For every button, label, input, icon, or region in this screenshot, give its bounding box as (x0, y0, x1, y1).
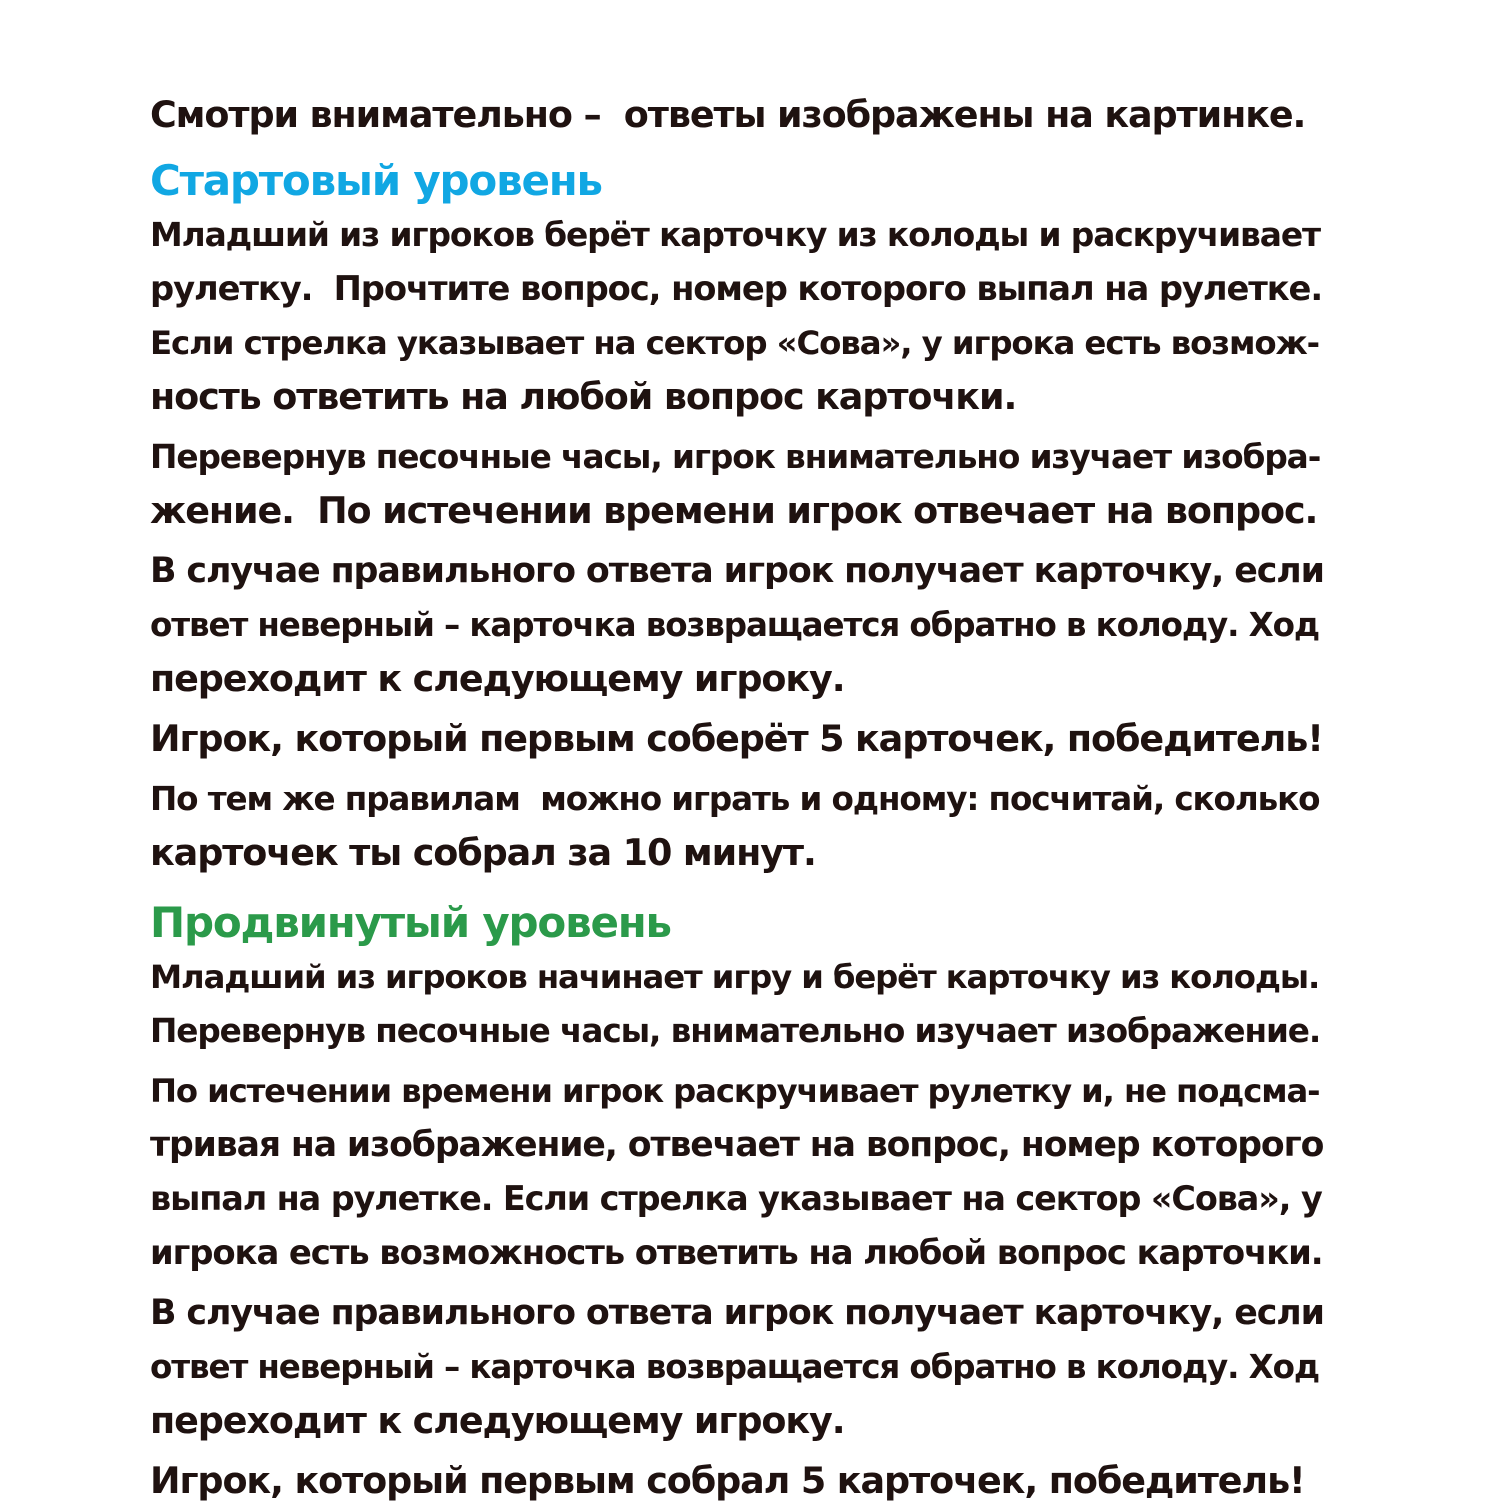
text-line: ответ неверный – карточка возвращается обратно в колоду. Ход (150, 606, 1320, 644)
intro-text: Смотри внимательно – ответы изображены на картинке. (150, 93, 1306, 136)
text-line: рулетку. Прочтите вопрос, номер которого выпал на рулетке. (150, 269, 1323, 308)
text-line: выпал на рулетке. Если стрелка указывает на сектор «Сова», у (150, 1179, 1322, 1218)
advanced-paragraph-3 (150, 1286, 1333, 1448)
text-line: Игрок, который первым соберёт 5 карточек, победитель! (150, 717, 1323, 760)
advanced-paragraph-1 (150, 950, 1333, 1058)
text-line: По тем же правилам можно играть и одному: посчитай, сколько (150, 780, 1320, 818)
text-line: Если стрелка указывает на сектор «Сова», у игрока есть возмож- (150, 324, 1320, 362)
text-line: карточек ты собрал за 10 минут. (150, 831, 816, 874)
start-paragraph-5 (150, 772, 1333, 880)
heading-start-level: Стартовый уровень (150, 156, 602, 205)
text-line: По истечении времени игрок раскручивает рулетку и, не подсма- (150, 1072, 1320, 1110)
text-line: игрока есть возможность ответить на любой вопрос карточки. (150, 1233, 1323, 1272)
text-line: Перевернув песочные часы, внимательно изучает изображение. (150, 1012, 1321, 1050)
start-paragraph-4 (150, 712, 1333, 766)
start-paragraph-1 (150, 208, 1333, 424)
text-line: В случае правильного ответа игрок получает карточку, если (150, 1293, 1324, 1333)
text-line: ответ неверный – карточка возвращается обратно в колоду. Ход (150, 1348, 1320, 1386)
rules-page (150, 88, 1333, 1508)
text-line: Младший из игроков начинает игру и берёт карточку из колоды. (150, 958, 1320, 996)
heading-advanced-level: Продвинутый уровень (150, 898, 671, 947)
text-line: Игрок, который первым собрал 5 карточек, победитель! (150, 1459, 1305, 1502)
start-paragraph-3 (150, 544, 1333, 706)
text-line: переходит к следующему игроку. (150, 657, 845, 700)
text-line: переходит к следующему игроку. (150, 1399, 845, 1442)
text-line: жение. По истечении времени игрок отвечает на вопрос. (150, 489, 1318, 532)
text-line: Перевернув песочные часы, игрок внимательно изучает изобра- (150, 438, 1321, 476)
advanced-paragraph-2 (150, 1064, 1333, 1280)
start-paragraph-2 (150, 430, 1333, 538)
text-line: Младший из игроков берёт карточку из колоды и раскручивает (150, 215, 1320, 254)
text-line: тривая на изображение, отвечает на вопрос, номер которого (150, 1125, 1324, 1165)
text-line: ность ответить на любой вопрос карточки. (150, 375, 1017, 418)
text-line: В случае правильного ответа игрок получает карточку, если (150, 551, 1324, 591)
